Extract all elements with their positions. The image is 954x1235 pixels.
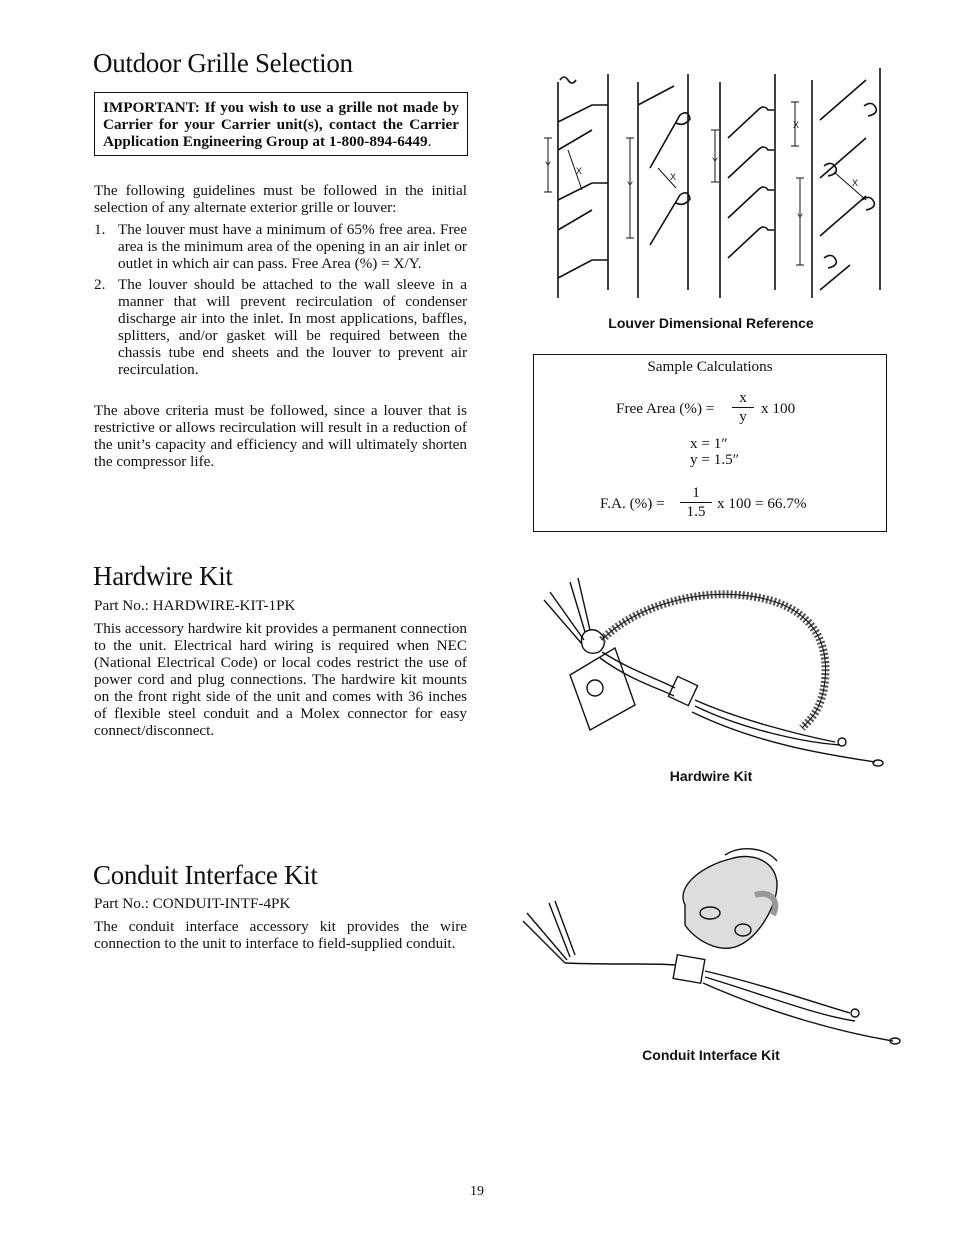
conduit-caption: Conduit Interface Kit — [642, 1047, 780, 1063]
conduit-part-number: Part No.: CONDUIT-INTF-4PK — [94, 895, 291, 912]
important-notice — [94, 92, 468, 156]
louver-label-x: X — [793, 120, 800, 130]
sample-calculations-box — [533, 354, 887, 532]
fraction-denominator: y — [732, 407, 754, 426]
section-title-hardwire: Hardwire Kit — [93, 561, 233, 591]
item-text: The louver must have a minimum of 65% free area. Free area is the minimum area of the opening in an air inlet or outlet in which air can pass. Free Area (%) = X/Y. — [118, 221, 467, 272]
important-text: IMPORTANT: If you wish to use a grille not made by Carrier for your Carrier unit(s), contact the Carrier Application Engineering Group at 1-800-894-6449 — [103, 99, 459, 150]
louver-caption: Louver Dimensional Reference — [608, 315, 814, 331]
item-number: 2. — [94, 276, 106, 293]
fraction-numerator: x — [739, 389, 747, 406]
page-number: 19 — [470, 1184, 484, 1199]
louver-label-x: X — [852, 178, 859, 188]
hardwire-body: This accessory hardwire kit provides a permanent connection to the unit. Electrical hard wiring is required when NEC (National Electrical Code) or local codes restrict the use of power cord and plug connections. The hardwire kit mounts on the front right side of the unit and comes with 36 inches of flexible steel conduit and a Molex connector for easy connect/disconnect. — [94, 620, 467, 739]
louver-diagram — [530, 60, 890, 310]
item-text: The louver should be attached to the wall sleeve in a manner that will prevent recirculation of condenser discharge air into the inlet. In most applications, baffles, splitters, and/or gasket will be required between the chassis tube end sheets and the louver to prevent air recirculation. — [118, 276, 467, 378]
section-title-conduit: Conduit Interface Kit — [93, 860, 318, 890]
fa-result-fraction — [680, 484, 712, 521]
louver-label-y: Y — [712, 156, 719, 166]
conduit-body: The conduit interface accessory kit provides the wire connection to the unit to interface to field-supplied conduit. — [94, 918, 467, 952]
free-area-label: Free Area (%) = — [616, 400, 715, 417]
x-value: x = 1″ — [690, 435, 728, 452]
y-value: y = 1.5″ — [690, 451, 740, 468]
louver-label-x: X — [576, 166, 583, 176]
conduit-interface-kit-illustration — [515, 845, 905, 1045]
grille-closing: The above criteria must be followed, since a louver that is restrictive or allows recirculation will result in a reduction of the unit’s capacity and efficiency and will ultimately shorten the compressor life. — [94, 402, 467, 470]
item-number: 1. — [94, 221, 106, 238]
guideline-item — [94, 221, 467, 272]
louver-label-y: Y — [627, 180, 634, 190]
free-area-multiplier: x 100 — [761, 400, 796, 417]
guideline-list — [94, 221, 467, 382]
grille-intro: The following guidelines must be followed in the initial selection of any alternate exterior grille or louver: — [94, 182, 467, 216]
louver-label-y: Y — [545, 160, 552, 170]
hardwire-kit-illustration — [540, 570, 900, 770]
important-end: . — [427, 133, 432, 150]
hardwire-caption: Hardwire Kit — [669, 768, 753, 784]
fa-result-label: F.A. (%) = — [600, 495, 665, 512]
guideline-item — [94, 276, 467, 378]
louver-label-y: Y — [797, 212, 804, 222]
free-area-fraction — [732, 389, 754, 426]
section-title-grille: Outdoor Grille Selection — [93, 48, 353, 78]
louver-label-x: X — [670, 172, 677, 182]
hardwire-part-number: Part No.: HARDWIRE-KIT-1PK — [94, 597, 296, 614]
fraction-denominator: 1.5 — [680, 502, 712, 521]
calc-title: Sample Calculations — [647, 358, 773, 375]
fraction-numerator: 1 — [692, 484, 700, 501]
fa-result-tail: x 100 = 66.7% — [717, 495, 807, 512]
